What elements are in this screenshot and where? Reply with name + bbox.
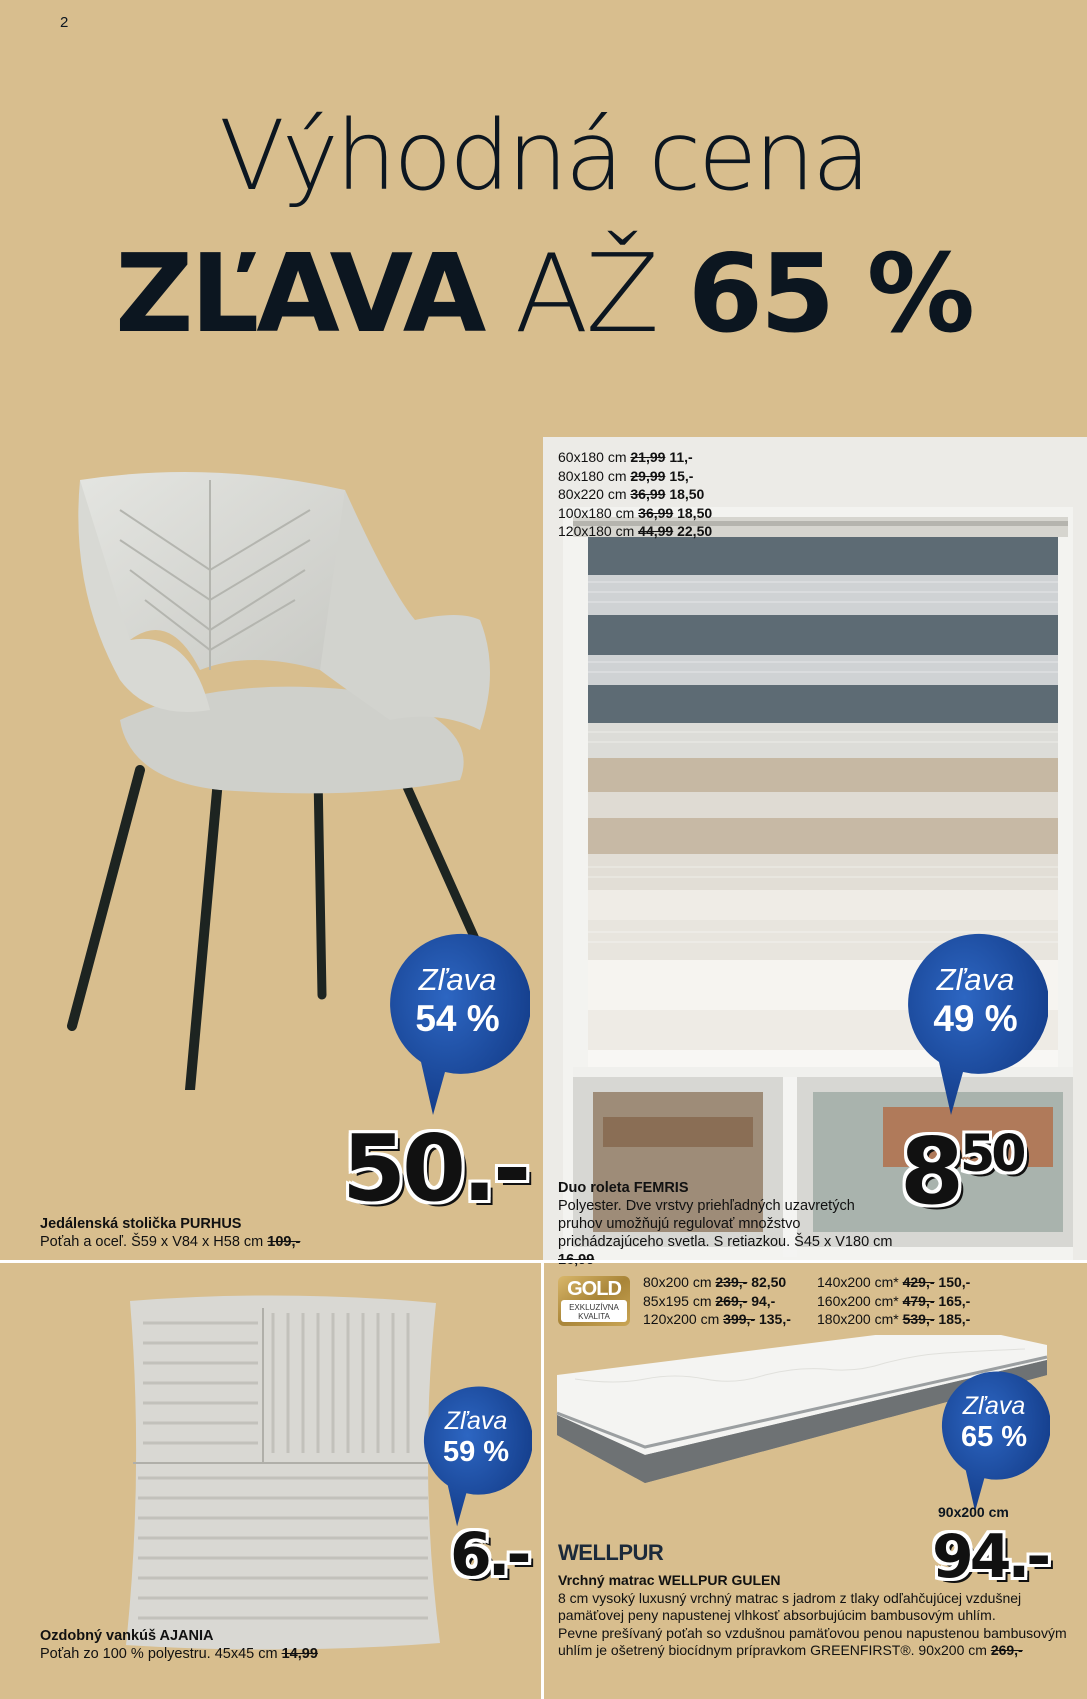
product-details: Pevne prešívaný poťah so vzdušnou pamäťovou penou napustenou bambusovým uhlím je ošetrený biocídnym prípravkom GREENFIRST®. 90x200 cm bbox=[558, 1624, 1067, 1658]
price-cents: 50 bbox=[960, 1124, 1023, 1183]
product-name: Ozdobný vankúš AJANIA bbox=[40, 1628, 214, 1644]
headline-discount bbox=[0, 232, 1087, 357]
size-row: 80x180 cm 29,99 15,- bbox=[558, 467, 694, 484]
badge-percent: 54 % bbox=[415, 998, 500, 1039]
old-price: 269,- bbox=[990, 1642, 1023, 1658]
mattress-size-label: 90x200 cm bbox=[938, 1504, 1009, 1520]
size-row: 100x180 cm 36,99 18,50 bbox=[558, 504, 713, 521]
product-details: Poťah a oceľ. Š59 x V84 x H58 cm bbox=[40, 1234, 264, 1250]
mattress-price: 94.- bbox=[932, 1522, 1048, 1592]
blind-discount-badge bbox=[903, 932, 1048, 1117]
gold-title: GOLD bbox=[567, 1278, 621, 1300]
page-number: 2 bbox=[60, 14, 69, 31]
product-name: Jedálenská stolička PURHUS bbox=[40, 1216, 242, 1232]
size-row: 140x200 cm* 429,- 150,- bbox=[817, 1274, 971, 1290]
price-main: 8 bbox=[900, 1118, 961, 1225]
blind-description bbox=[558, 1179, 898, 1269]
gold-subtitle: EXKLUZÍVNA KVALITA bbox=[569, 1303, 619, 1321]
size-row: 80x220 cm 36,99 18,50 bbox=[558, 486, 705, 502]
old-price: 109,- bbox=[267, 1234, 301, 1250]
section-divider-vertical bbox=[541, 1260, 544, 1699]
mattress-discount-badge bbox=[938, 1370, 1050, 1513]
mattress-description bbox=[558, 1572, 1073, 1660]
size-row: 160x200 cm* 479,- 165,- bbox=[817, 1292, 971, 1309]
product-name: Vrchný matrac WELLPUR GULEN bbox=[558, 1572, 781, 1588]
headline-discount-word: ZĽAVA bbox=[115, 232, 484, 357]
badge-label: Zľava bbox=[418, 962, 497, 997]
product-details: Polyester. Dve vrstvy priehľadných uzavretých pruhov umožňujú regulovať množstvo prichádzajúceho svetla. S retiazkou. Š45 x V180 cm bbox=[558, 1198, 893, 1250]
size-row: 80x200 cm 239,- 82,50 bbox=[643, 1274, 787, 1290]
product-name: Duo roleta FEMRIS bbox=[558, 1180, 689, 1196]
headline-discount-connector: AŽ bbox=[483, 232, 688, 357]
pillow-price: 6.- bbox=[450, 1520, 528, 1590]
mattress-size-list-right bbox=[817, 1273, 970, 1329]
old-price: 14,99 bbox=[281, 1646, 318, 1662]
mattress-size-list-left bbox=[643, 1273, 791, 1329]
blind-size-list bbox=[558, 448, 712, 541]
size-row: 120x180 cm 44,99 22,50 bbox=[558, 523, 713, 539]
product-details: 8 cm vysoký luxusný vrchný matrac s jadrom z tlaky odľahčujúcej vzdušnej pamäťovej peny napustenej vlhkosť absorbujúcim bambusovým uhlím. bbox=[558, 1589, 1022, 1623]
wellpur-logo: WELLPUR bbox=[558, 1540, 664, 1565]
chair-description bbox=[40, 1215, 500, 1251]
pillow-image bbox=[118, 1293, 448, 1653]
headline-discount-number: 65 % bbox=[687, 232, 972, 357]
pillow-discount-badge bbox=[420, 1385, 532, 1528]
badge-percent: 59 % bbox=[442, 1436, 510, 1468]
size-row: 60x180 cm 21,99 11,- bbox=[558, 449, 693, 465]
gold-quality-logo bbox=[558, 1276, 630, 1326]
size-row: 120x200 cm 399,- 135,- bbox=[643, 1311, 791, 1327]
badge-label: Zľava bbox=[936, 962, 1015, 997]
badge-percent: 65 % bbox=[960, 1421, 1028, 1453]
badge-label: Zľava bbox=[962, 1392, 1026, 1420]
badge-percent: 49 % bbox=[933, 998, 1018, 1039]
pillow-description bbox=[40, 1627, 500, 1663]
size-row: 85x195 cm 269,- 94,- bbox=[643, 1292, 776, 1309]
blind-price bbox=[900, 1118, 1022, 1225]
product-details: Poťah zo 100 % polyestru. 45x45 cm bbox=[40, 1646, 278, 1662]
size-row: 180x200 cm* 539,- 185,- bbox=[817, 1311, 971, 1327]
chair-price: 50.- bbox=[342, 1115, 528, 1222]
headline-title: Výhodná cena bbox=[219, 100, 868, 212]
badge-label: Zľava bbox=[444, 1407, 508, 1435]
chair-discount-badge bbox=[385, 932, 530, 1117]
